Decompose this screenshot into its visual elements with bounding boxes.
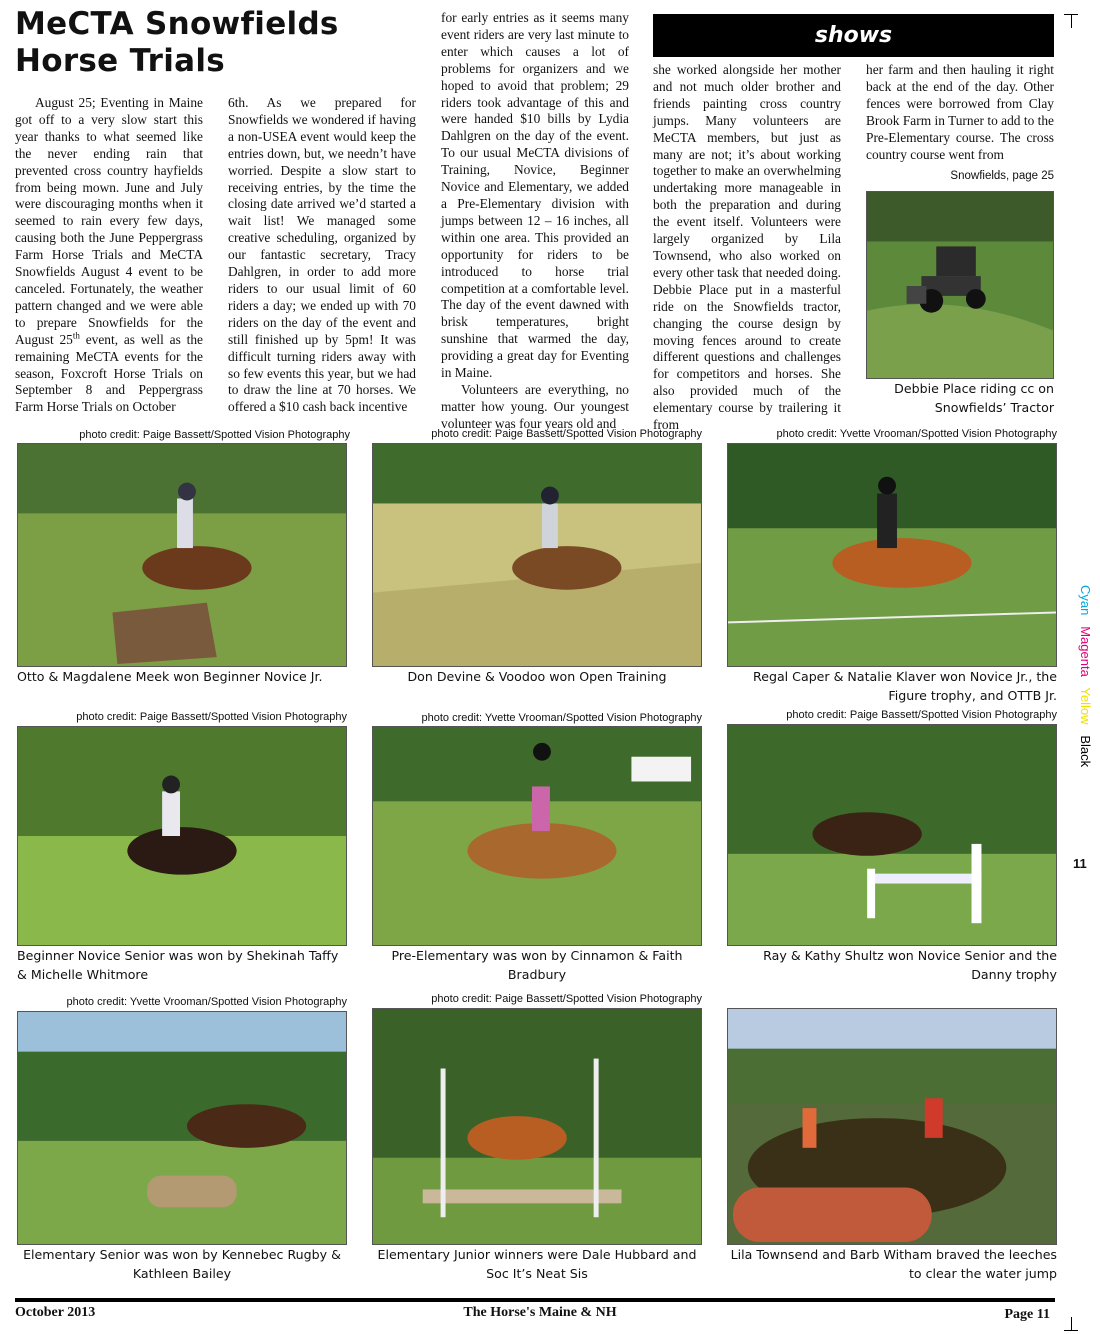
article-column-1 (15, 95, 203, 416)
photo-1 (17, 443, 347, 667)
photo-6 (727, 724, 1057, 946)
col1-text-rest: event, as well as the remaining MeCTA events for the season, Foxcroft Horse Trials on September 8 and Peppergrass Farm Horse Trials on October (15, 331, 203, 415)
col4-text: she worked alongside her mother and not much older brother and friends painting cross country jumps. Many volunteers are MeCTA members, but just as many are not; it’s about working together to make an overwhelming undertaking more manageable in both the preparation and during the event itself. Volunteers were largely organized by Lila Townsend, who also worked on every other task that needed doing. Debbie Place put in a masterful ride on the Snowfields tractor, changing the course design by moving fences around to create different questions and challenges for competitors and horses. She also provided much of the elementary course by trailering it from (653, 62, 841, 433)
cmyk-labels (1073, 585, 1093, 785)
photo-credit-1: photo credit: Paige Bassett/Spotted Vision Photography (79, 429, 350, 441)
article-column-4 (653, 62, 841, 434)
col3-paragraph-1: for early entries as it seems many event riders are very last minute to enter which causes a lot of problems for organizers and we hoped to avoid that problem; 29 riders took advantage of this and were handed $10 bills by Lydia Dahlgren on the day of the event. To our usual MeCTA divisions of Training, Novice, Beginner Novice and Elementary, we added a Pre-Elementary division with jumps between 12 – 16 inches, all within one area. This provided an opportunity for riders to be introduced to horse trial competition at a comfortable level. The day of the event dawned with brisk temperatures, bright sunshine that warmed the day, providing a great day for Eventing in Maine. (441, 10, 629, 381)
photo-3 (727, 443, 1057, 667)
cmyk-cyan: Cyan (1078, 585, 1093, 616)
article-headline (15, 6, 345, 80)
tractor-photo (866, 191, 1054, 379)
tractor-caption: Debbie Place riding cc on Snowfields’ Tractor (894, 381, 1054, 415)
water-jump-image (728, 1009, 1056, 1244)
headline-line-2: Horse Trials (15, 43, 226, 79)
photo-caption-5: Pre-Elementary was won by Cinnamon & Faith Bradbury (391, 948, 683, 982)
photo-credit-7: photo credit: Yvette Vrooman/Spotted Vision Photography (66, 996, 347, 1008)
photo-caption-9: Lila Townsend and Barb Witham braved the leeches to clear the water jump (730, 1247, 1057, 1281)
cmyk-magenta: Magenta (1078, 626, 1093, 677)
horse-jump-image-1 (18, 444, 346, 666)
photo-credit-8: photo credit: Paige Bassett/Spotted Vision Photography (431, 993, 702, 1005)
photo-credit-2: photo credit: Paige Bassett/Spotted Vision Photography (431, 428, 702, 440)
col1-text: August 25; Eventing in Maine got off to a very slow start this year thanks to what seemed like the never ending rain that prevented cross country hayfields from being mown. June and July were discouraging months when it seemed to rain every few days, causing both the June Peppergrass Farm Horse Trials and MeCTA Snowfields August 4 event to be canceled. Fortunately, the weather pattern changed and we were able to prepare Snowfields for the August 25 (15, 95, 203, 347)
photo-caption-8: Elementary Junior winners were Dale Hubbard and Soc It’s Neat Sis (377, 1247, 697, 1281)
article-column-3 (441, 10, 629, 433)
photo-caption-3: Regal Caper & Natalie Klaver won Novice Jr., the Figure trophy, and OTTB Jr. (753, 669, 1057, 703)
tractor-image (867, 192, 1053, 378)
photo-4 (17, 726, 347, 946)
photo-2 (372, 443, 702, 667)
photo-caption-6: Ray & Kathy Shultz won Novice Senior and the Danny trophy (763, 948, 1057, 982)
horse-dressage-image (728, 444, 1056, 666)
photo-credit-5: photo credit: Yvette Vrooman/Spotted Vision Photography (421, 712, 702, 724)
photo-9 (727, 1008, 1057, 1245)
footer-rule (15, 1298, 1055, 1302)
photo-credit-4: photo credit: Paige Bassett/Spotted Vision Photography (76, 711, 347, 723)
photo-caption-1: Otto & Magdalene Meek won Beginner Novice Jr. (17, 669, 323, 684)
photo-caption-2: Don Devine & Voodoo won Open Training (407, 669, 667, 684)
side-page-number: 11 (1073, 856, 1087, 871)
footer-publication: The Horse's Maine & NH (463, 1305, 617, 1320)
article-column-5 (866, 62, 1054, 163)
photo-8 (372, 1008, 702, 1245)
crop-mark-top-vertical (1071, 14, 1072, 28)
col3-paragraph-2: Volunteers are everything, no matter how young. Our youngest volunteer was four years old and (441, 381, 629, 431)
crop-mark-bottom-vertical (1071, 1317, 1072, 1330)
col1-sup: th (72, 330, 80, 341)
section-label: shows (814, 23, 893, 48)
col5-text: her farm and then hauling it right back at the end of the day. Other fences were borrowed from Clay Brook Farm in Turner to add to the Pre-Elementary course. The cross country course went from (866, 62, 1054, 162)
footer-date: October 2013 (15, 1305, 96, 1320)
photo-credit-3: photo credit: Yvette Vrooman/Spotted Vision Photography (776, 428, 1057, 440)
horse-pony-image (373, 727, 701, 945)
crop-mark-bottom (1064, 1330, 1078, 1331)
cmyk-yellow: Yellow (1078, 687, 1093, 725)
horse-canter-image (18, 727, 346, 945)
photo-credit-6: photo credit: Paige Bassett/Spotted Vision Photography (786, 709, 1057, 721)
cmyk-black: Black (1078, 735, 1093, 768)
photo-caption-7: Elementary Senior was won by Kennebec Rugby & Kathleen Bailey (23, 1247, 341, 1281)
horse-showjump-image (728, 725, 1056, 945)
horse-log-jump-image (18, 1012, 346, 1244)
photo-5 (372, 726, 702, 946)
horse-rail-jump-image (373, 1009, 701, 1244)
continued-note: Snowfields, page 25 (950, 170, 1054, 182)
footer-page: Page 11 (1004, 1307, 1050, 1322)
section-banner (653, 14, 1054, 57)
horse-jump-image-2 (373, 444, 701, 666)
article-column-2 (228, 95, 416, 416)
headline-line-1: MeCTA Snowfields (15, 6, 339, 42)
photo-7 (17, 1011, 347, 1245)
col2-text: 6th. As we prepared for Snowfields we wondered if having a non-USEA event would keep the entries down, but, we needn’t have worried. Despite a slow start to receiving entries, by the time the closing date arrived we’d started a wait list! We managed some creative scheduling, organized by our fantastic secretary, Tracy Dahlgren, in order to add more riders to our usual limit of 60 riders a day; we ended up with 70 riders on the day of the event and still finished up by 5pm! It was difficult turning riders away with so few events this year, but we had to draw the line at 70 horses. We offered a $10 cash back incentive (228, 95, 416, 415)
photo-caption-4: Beginner Novice Senior was won by Shekinah Taffy & Michelle Whitmore (17, 948, 339, 982)
